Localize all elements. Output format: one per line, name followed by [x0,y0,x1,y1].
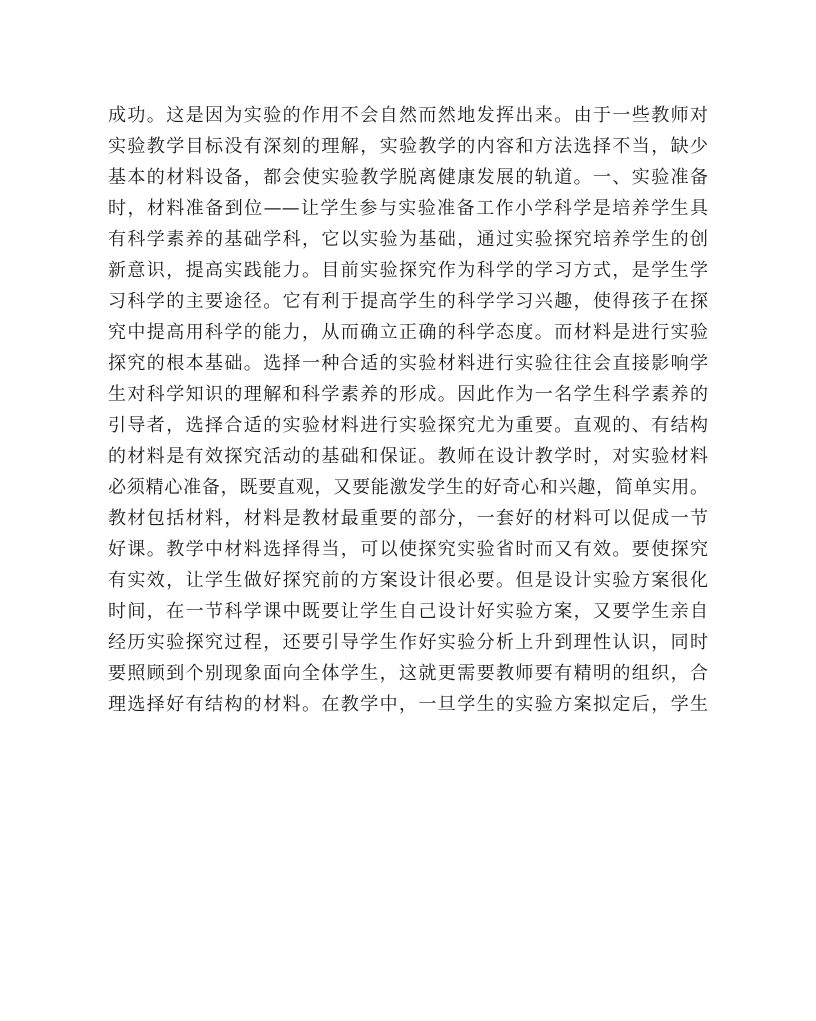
text-line: 生对科学知识的理解和科学素养的形成。因此作为一名学生科学素养的 [108,384,708,405]
text-line: 必须精心准备，既要直观，又要能激发学生的好奇心和兴趣，简单实用。 [108,477,708,498]
text-line: 经历实验探究过程，还要引导学生作好实验分析上升到理性认识，同时 [108,632,708,653]
text-line: 习科学的主要途径。它有利于提高学生的科学学习兴趣，使得孩子在探 [108,291,708,312]
text-line: 有实效，让学生做好探究前的方案设计很必要。但是设计实验方案很化 [108,570,708,591]
text-line: 理选择好有结构的材料。在教学中，一旦学生的实验方案拟定后，学生 [108,694,708,715]
text-line: 时，材料准备到位——让学生参与实验准备工作小学科学是培养学生具 [108,198,708,219]
text-line: 实验教学目标没有深刻的理解，实验教学的内容和方法选择不当，缺少 [108,136,708,157]
text-line: 成功。这是因为实验的作用不会自然而然地发挥出来。由于一些教师对 [108,105,708,126]
text-line: 新意识，提高实践能力。目前实验探究作为科学的学习方式，是学生学 [108,260,708,281]
text-line: 有科学素养的基础学科，它以实验为基础，通过实验探究培养学生的创 [108,229,708,250]
text-line: 教材包括材料，材料是教材最重要的部分，一套好的材料可以促成一节 [108,508,708,529]
text-line: 时间，在一节科学课中既要让学生自己设计好实验方案，又要学生亲自 [108,601,708,622]
text-line: 的材料是有效探究活动的基础和保证。教师在设计教学时，对实验材料 [108,446,708,467]
text-line: 探究的根本基础。选择一种合适的实验材料进行实验往往会直接影响学 [108,353,708,374]
text-line: 好课。教学中材料选择得当，可以使探究实验省时而又有效。要使探究 [108,539,708,560]
text-line: 引导者，选择合适的实验材料进行实验探究尤为重要。直观的、有结构 [108,415,708,436]
text-line: 究中提高用科学的能力，从而确立正确的科学态度。而材料是进行实验 [108,322,708,343]
text-line: 基本的材料设备，都会使实验教学脱离健康发展的轨道。一、实验准备 [108,167,708,188]
body-paragraph [108,100,708,720]
text-line: 要照顾到个别现象面向全体学生，这就更需要教师要有精明的组织，合 [108,663,708,684]
